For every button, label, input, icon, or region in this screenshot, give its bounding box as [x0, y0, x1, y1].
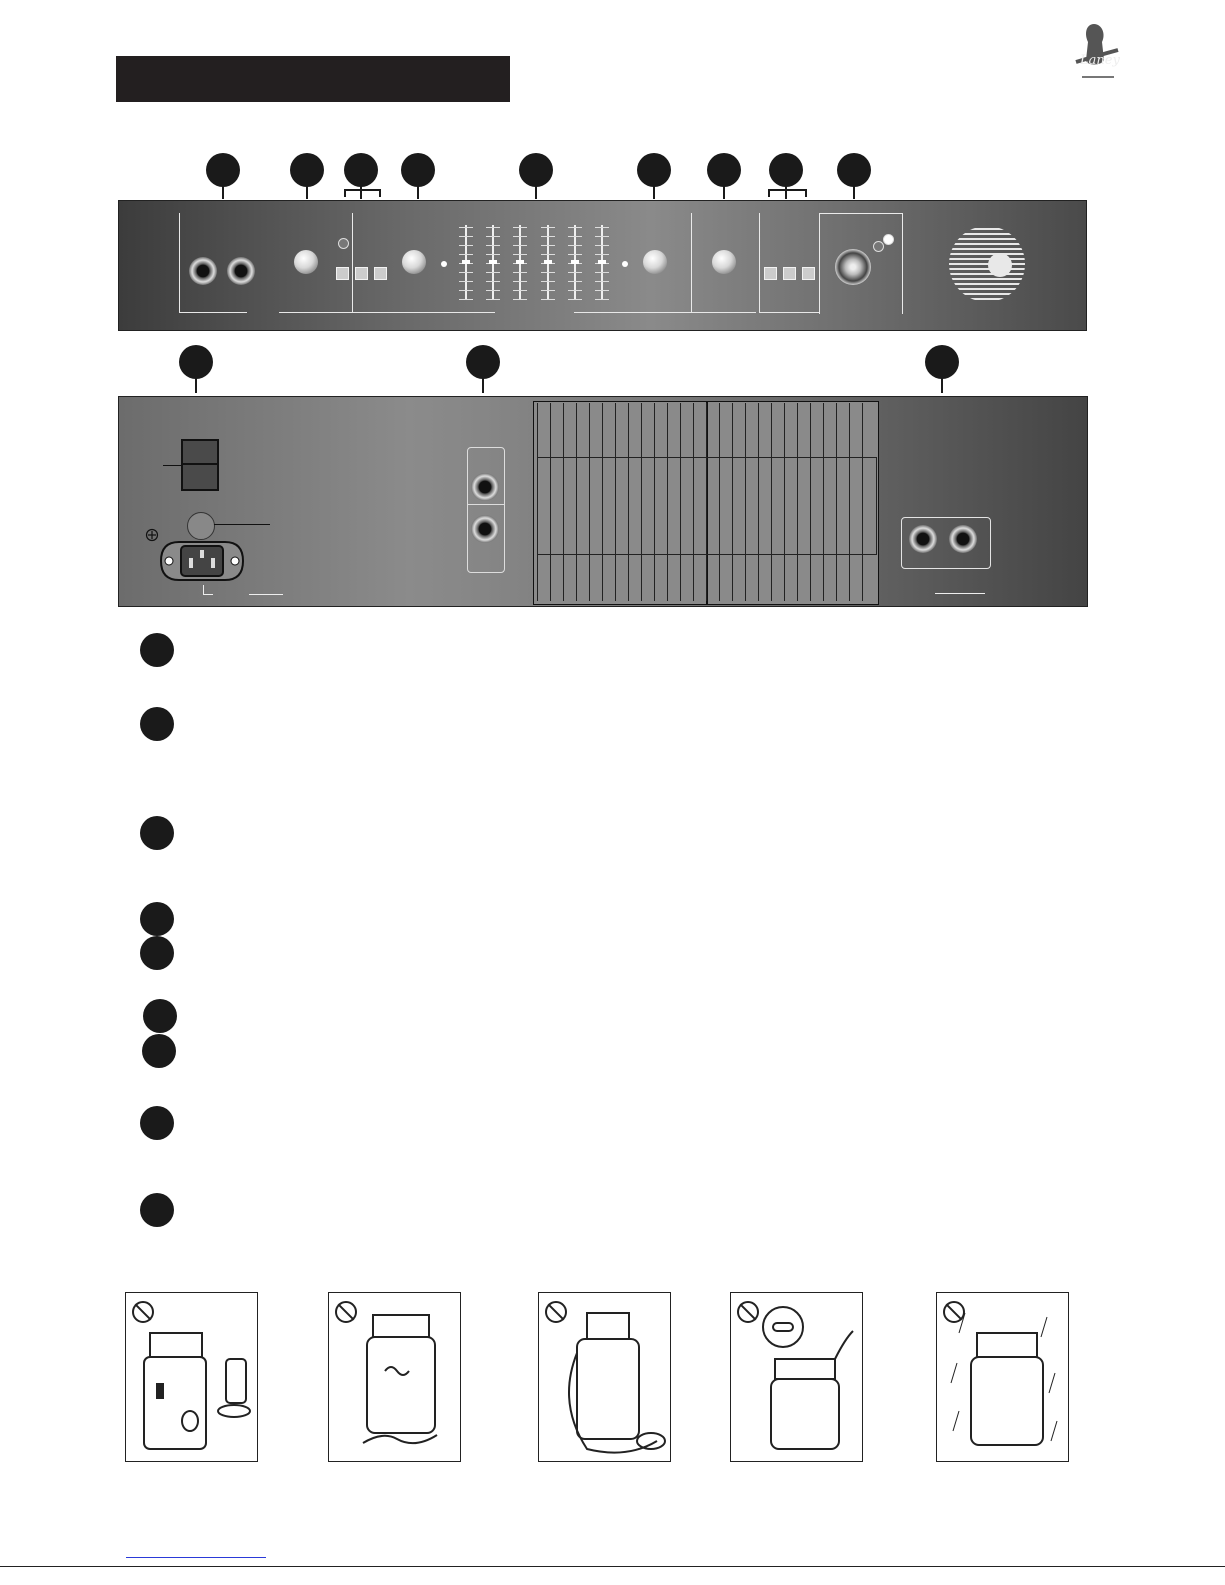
marker-leader-line: [195, 377, 197, 393]
eq-scale-tick: [568, 245, 582, 246]
prohibited-icon: [545, 1301, 567, 1323]
marker-leader-line: [482, 377, 484, 393]
prohibited-icon: [132, 1301, 154, 1323]
eq-fader-cap[interactable]: [462, 260, 470, 264]
heatsink-fin: [771, 403, 772, 601]
marker-leader-line: [535, 185, 537, 199]
heatsink-fin: [589, 403, 590, 601]
front-marker-2: [290, 153, 324, 187]
legend-marker-6: [143, 999, 177, 1033]
input-jack-1[interactable]: [189, 257, 217, 285]
heatsink-fin: [823, 403, 824, 601]
ground-symbol-icon: [145, 528, 159, 542]
eq-scale-tick: [541, 281, 555, 282]
heatsink-fin: [732, 403, 733, 601]
speaker-output-jack-2[interactable]: [949, 525, 977, 553]
eq-scale-tick: [541, 272, 555, 273]
eq-scale-tick: [486, 236, 500, 237]
eq-scale-tick: [513, 254, 527, 255]
heatsink-fin: [797, 403, 798, 601]
warning-illustration-2: [328, 1292, 461, 1462]
iec-mains-inlet[interactable]: [159, 540, 245, 582]
legend-marker-1: [140, 633, 174, 667]
heatsink-fin: [862, 403, 863, 601]
eq-scale-tick: [486, 272, 500, 273]
legend-marker-3: [140, 816, 174, 850]
marker-leader-line: [222, 185, 224, 199]
laney-logo: [1072, 20, 1122, 82]
heatsink-fin: [719, 403, 720, 601]
heatsink-fin: [563, 403, 564, 601]
eq-scale-tick: [568, 236, 582, 237]
xlr-led-2: [883, 234, 894, 245]
switch-button-2[interactable]: [355, 267, 368, 280]
eq-scale-tick: [568, 272, 582, 273]
eq-scale-tick: [568, 290, 582, 291]
marker-leader-line: [853, 185, 855, 199]
warning-illustration-5: [936, 1292, 1069, 1462]
warning-illustration-3: [538, 1292, 671, 1462]
eq-scale-tick: [486, 227, 500, 228]
front-marker-6: [637, 153, 671, 187]
switch-button-6[interactable]: [802, 267, 815, 280]
eq-scale-tick: [459, 290, 473, 291]
eq-scale-tick: [459, 272, 473, 273]
eq-scale-tick: [486, 245, 500, 246]
eq-scale-tick: [595, 236, 609, 237]
heatsink-fin: [667, 403, 668, 601]
legend-marker-9: [140, 1193, 174, 1227]
eq-scale-tick: [486, 290, 500, 291]
front-marker-3: [344, 153, 378, 187]
front-marker-7: [707, 153, 741, 187]
eq-scale-tick: [459, 236, 473, 237]
eq-scale-tick: [541, 236, 555, 237]
xlr-line-out[interactable]: [835, 249, 871, 285]
eq-fader-cap[interactable]: [598, 260, 606, 264]
eq-scale-tick: [459, 245, 473, 246]
heatsink-fin: [537, 403, 538, 601]
eq-scale-tick: [595, 227, 609, 228]
eq-scale-tick: [541, 254, 555, 255]
effects-loop-section: [467, 447, 505, 573]
eq-fader-cap[interactable]: [571, 260, 579, 264]
contour-knob[interactable]: [402, 250, 426, 274]
switch-button-1[interactable]: [336, 267, 349, 280]
eq-scale-tick: [568, 281, 582, 282]
eq-scale-tick: [541, 227, 555, 228]
eq-scale-tick: [513, 299, 527, 300]
front-marker-9: [837, 153, 871, 187]
svg-text:Laney: Laney: [1080, 53, 1120, 68]
section-title-bar: [116, 56, 510, 102]
xlr-led: [873, 241, 884, 252]
eq-scale-tick: [568, 299, 582, 300]
eq-scale-tick: [459, 281, 473, 282]
marker-leader-line: [653, 185, 655, 199]
power-switch[interactable]: [181, 439, 219, 491]
clip-led: [338, 238, 349, 249]
indicator-dot: [622, 261, 628, 267]
legend-marker-2: [140, 707, 174, 741]
eq-scale-tick: [595, 254, 609, 255]
heatsink-fin: [654, 403, 655, 601]
heatsink-fin: [706, 403, 707, 601]
master-knob[interactable]: [712, 250, 736, 274]
eq-scale-tick: [513, 281, 527, 282]
switch-button-5[interactable]: [783, 267, 796, 280]
heatsink-fin: [810, 403, 811, 601]
heatsink-fin: [550, 403, 551, 601]
legend-marker-5: [140, 936, 174, 970]
marker-leader-line: [417, 185, 419, 199]
fx-send-jack[interactable]: [471, 473, 499, 501]
marker-leader-line: [785, 185, 787, 199]
eq-scale-tick: [486, 281, 500, 282]
eq-scale-tick: [595, 272, 609, 273]
heatsink-fin: [602, 403, 603, 601]
marker-leader-line: [306, 185, 308, 199]
front-marker-4: [401, 153, 435, 187]
switch-button-4[interactable]: [764, 267, 777, 280]
heatsink-fin: [836, 403, 837, 601]
eq-fader-cap[interactable]: [489, 260, 497, 264]
eq-scale-tick: [568, 254, 582, 255]
eq-fader-cap[interactable]: [544, 260, 552, 264]
heatsink-fin: [641, 403, 642, 601]
heatsink-fin: [849, 403, 850, 601]
eq-scale-tick: [541, 299, 555, 300]
heatsink-fin: [576, 403, 577, 601]
switch-button-3[interactable]: [374, 267, 387, 280]
fuse-holder[interactable]: [187, 512, 215, 540]
marker-leader-line: [941, 377, 943, 393]
footer-link[interactable]: [126, 1557, 266, 1558]
prohibited-icon: [943, 1301, 965, 1323]
speaker-grille-icon: [948, 225, 1026, 303]
eq-scale-tick: [513, 236, 527, 237]
eq-scale-tick: [459, 254, 473, 255]
eq-scale-tick: [486, 254, 500, 255]
footer-rule: [0, 1566, 1225, 1567]
heatsink-fin: [693, 403, 694, 601]
indicator-dot: [441, 261, 447, 267]
eq-scale-tick: [595, 290, 609, 291]
warning-illustration-1: [125, 1292, 258, 1462]
eq-scale-tick: [595, 299, 609, 300]
input-jack-2[interactable]: [227, 257, 255, 285]
eq-scale-tick: [513, 290, 527, 291]
heatsink-fin: [784, 403, 785, 601]
eq-scale-tick: [568, 227, 582, 228]
gain-knob[interactable]: [294, 250, 318, 274]
heatsink-fin: [628, 403, 629, 601]
rear-panel: [118, 396, 1088, 607]
heatsink-fin: [680, 403, 681, 601]
eq-scale-tick: [541, 290, 555, 291]
eq-scale-tick: [541, 245, 555, 246]
prohibited-icon: [737, 1301, 759, 1323]
prohibited-icon: [335, 1301, 357, 1323]
fx-return-jack[interactable]: [471, 515, 499, 543]
marker-bracket: [344, 189, 381, 197]
eq-scale-tick: [513, 272, 527, 273]
rear-marker-3: [925, 345, 959, 379]
eq-scale-tick: [486, 299, 500, 300]
rear-marker-2: [466, 345, 500, 379]
legend-marker-4: [140, 902, 174, 936]
eq-scale-tick: [459, 227, 473, 228]
legend-marker-8: [140, 1106, 174, 1140]
eq-scale-tick: [459, 299, 473, 300]
marker-bracket: [768, 189, 807, 197]
speaker-output-jack-1[interactable]: [909, 525, 937, 553]
eq-scale-tick: [513, 245, 527, 246]
front-marker-1: [206, 153, 240, 187]
marker-leader-line: [723, 185, 725, 199]
heatsink-fin: [615, 403, 616, 601]
front-control-panel: [118, 200, 1087, 331]
eq-scale-tick: [513, 227, 527, 228]
front-marker-5: [519, 153, 553, 187]
eq-fader-cap[interactable]: [516, 260, 524, 264]
eq-scale-tick: [595, 245, 609, 246]
legend-marker-7: [142, 1034, 176, 1068]
marker-leader-line: [360, 185, 362, 199]
eq-scale-tick: [595, 281, 609, 282]
heatsink-fin: [745, 403, 746, 601]
front-marker-8: [769, 153, 803, 187]
rear-marker-1: [179, 345, 213, 379]
heatsink-fin: [758, 403, 759, 601]
warning-illustration-4: [730, 1292, 863, 1462]
volume-knob[interactable]: [643, 250, 667, 274]
